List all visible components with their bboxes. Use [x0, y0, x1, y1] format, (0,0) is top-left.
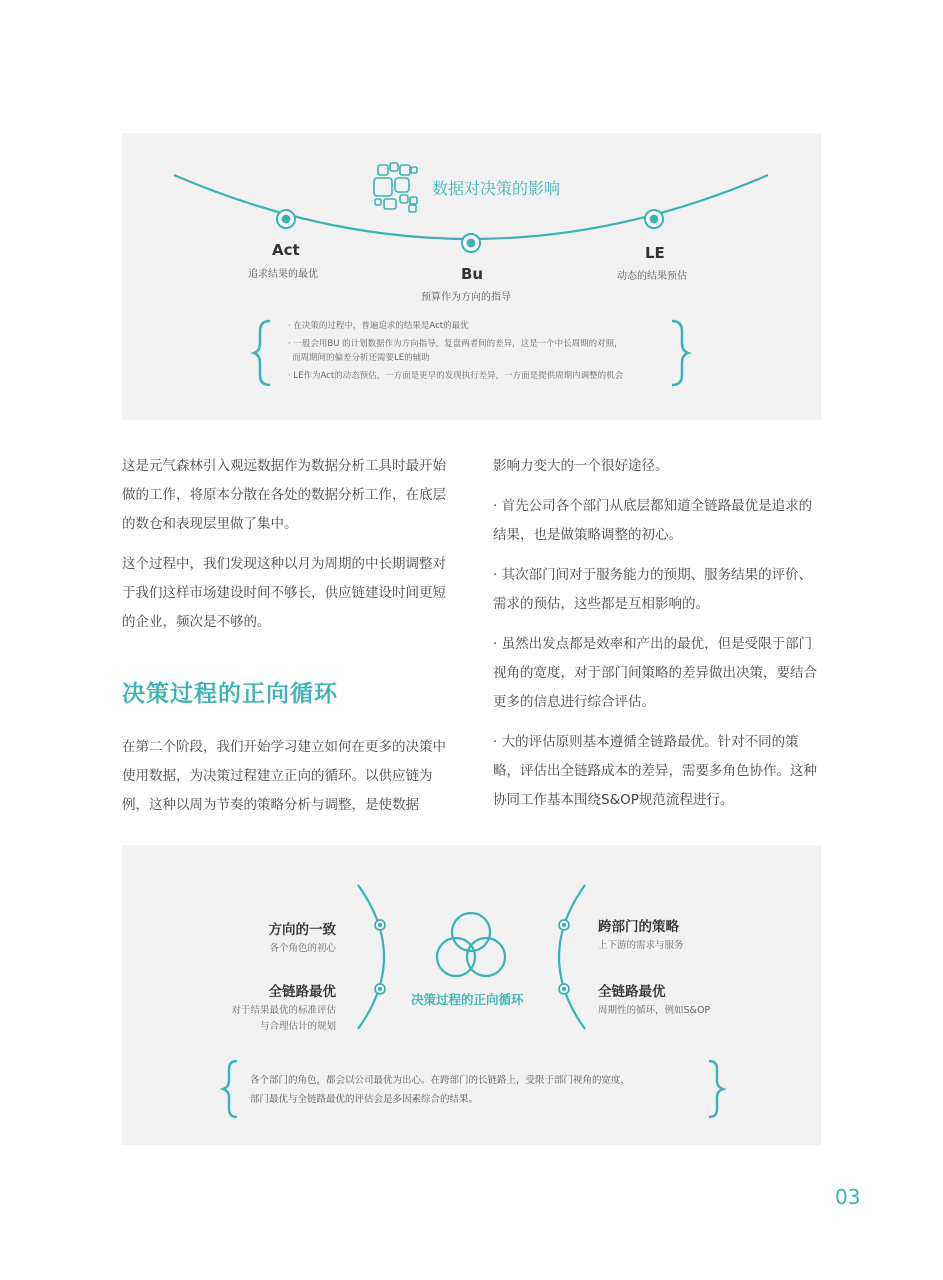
- loop-item-title: 全链路最优: [268, 984, 336, 1000]
- diagram1-title: 数据对决策的影响: [432, 179, 561, 198]
- node-marker-le: [645, 210, 663, 228]
- loop-item-desc: 周期性的循环，例如S&OP: [598, 1005, 711, 1016]
- paragraph: · 虽然出发点都是效率和产出的最优，但是受限于部门视角的宽度，对于部门间策略的差异做出决策，要结合更多的信息进行综合评估。: [493, 636, 817, 710]
- node-bu-label: Bu: [461, 265, 484, 283]
- loop-notes: [250, 1071, 700, 1109]
- note-line: · 一般会用BU 的计划数据作为方向指导，复盘两者间的差异，这是一个中长周期的对照，: [288, 339, 623, 349]
- paragraph: · 首先公司各个部门从底层都知道全链路最优是追求的结果，也是做策略调整的初心。: [493, 498, 813, 543]
- left-arc-marker-top: [375, 920, 385, 930]
- loop-right-item-1: [598, 915, 758, 954]
- paragraph: 这是元气森林引入观远数据作为数据分析工具时最开始做的工作，将原本分散在各处的数据分析工作，在底层的数仓和表现层里做了集中。: [122, 458, 446, 532]
- data-blocks-icon: [374, 163, 417, 212]
- paragraph: 这个过程中，我们发现这种以月为周期的中长期调整对于我们这样市场建设时间不够长，供应链建设时间更短的企业，频次是不够的。: [122, 556, 446, 630]
- loop-right-item-2: [598, 980, 758, 1019]
- left-arc-marker-bottom: [375, 984, 385, 994]
- node-bu-desc: 预算作为方向的指导: [421, 292, 511, 303]
- left-column-cont: [122, 733, 452, 831]
- loop-left-item-1: [190, 918, 336, 957]
- loop-item-title: 方向的一致: [268, 922, 336, 938]
- paragraph: 在第二个阶段，我们开始学习建立如何在更多的决策中使用数据，为决策过程建立正向的循环。以供应链为例，这种以周为节奏的策略分析与调整，是使数据: [122, 739, 446, 813]
- loop-left-item-2: [190, 980, 336, 1035]
- section-heading: 决策过程的正向循环: [122, 681, 338, 707]
- left-arc: [358, 885, 384, 1029]
- right-arc-marker-top: [559, 920, 569, 930]
- node-marker-bu: [462, 234, 480, 252]
- note-line: · LE作为Act的动态预估，一方面是更早的发现执行差异，一方面是提供周期内调整的机会: [288, 371, 624, 381]
- loop-item-title: 全链路最优: [598, 984, 666, 1000]
- loop-item-desc: 各个角色的初心: [269, 943, 336, 954]
- right-column: [493, 452, 823, 826]
- right-arc-marker-bottom: [559, 984, 569, 994]
- note-line: · 在决策的过程中，普遍追求的结果是Act的最优: [288, 321, 469, 331]
- loop-item-desc: 对于结果最优的标准评估: [231, 1005, 336, 1016]
- left-brace: [223, 1061, 237, 1117]
- loop-center-label: 决策过程的正向循环: [411, 992, 524, 1007]
- note-line: 各个部门的角色，都会以公司最优为出心。在跨部门的长链路上，受限于部门视角的宽度，: [250, 1075, 631, 1086]
- paragraph: 影响力变大的一个很好途径。: [493, 458, 669, 474]
- node-act-label: Act: [272, 241, 300, 259]
- diagram1-notes: [288, 319, 688, 383]
- node-le-label: LE: [645, 244, 665, 262]
- loop-item-desc: 上下游的需求与服务: [598, 940, 684, 951]
- note-line: 而周期间的偏差分析还需要LE的辅助: [292, 353, 430, 363]
- paragraph: · 大的评估原则基本遵循全链路最优。针对不同的策略，评估出全链路成本的差异，需要多角色协作。这种协同工作基本围绕S&OP规范流程进行。: [493, 734, 817, 808]
- loop-item-title: 跨部门的策略: [598, 919, 679, 935]
- node-le-desc: 动态的结果预估: [617, 271, 687, 282]
- page-number: 03: [835, 1185, 861, 1209]
- venn-circles-icon: [437, 913, 505, 976]
- right-arc: [559, 885, 585, 1029]
- note-line: 部门最优与全链路最优的评估会是多因素综合的结果。: [250, 1094, 479, 1105]
- right-brace: [709, 1061, 723, 1117]
- loop-item-desc: 与合理估计的规划: [259, 1021, 336, 1032]
- node-act-desc: 追求结果的最优: [248, 269, 318, 280]
- node-marker-act: [277, 210, 295, 228]
- left-brace: [254, 321, 270, 385]
- left-column: [122, 452, 452, 648]
- paragraph: · 其次部门间对于服务能力的预期、服务结果的评价、需求的预估，这些都是互相影响的。: [493, 567, 813, 612]
